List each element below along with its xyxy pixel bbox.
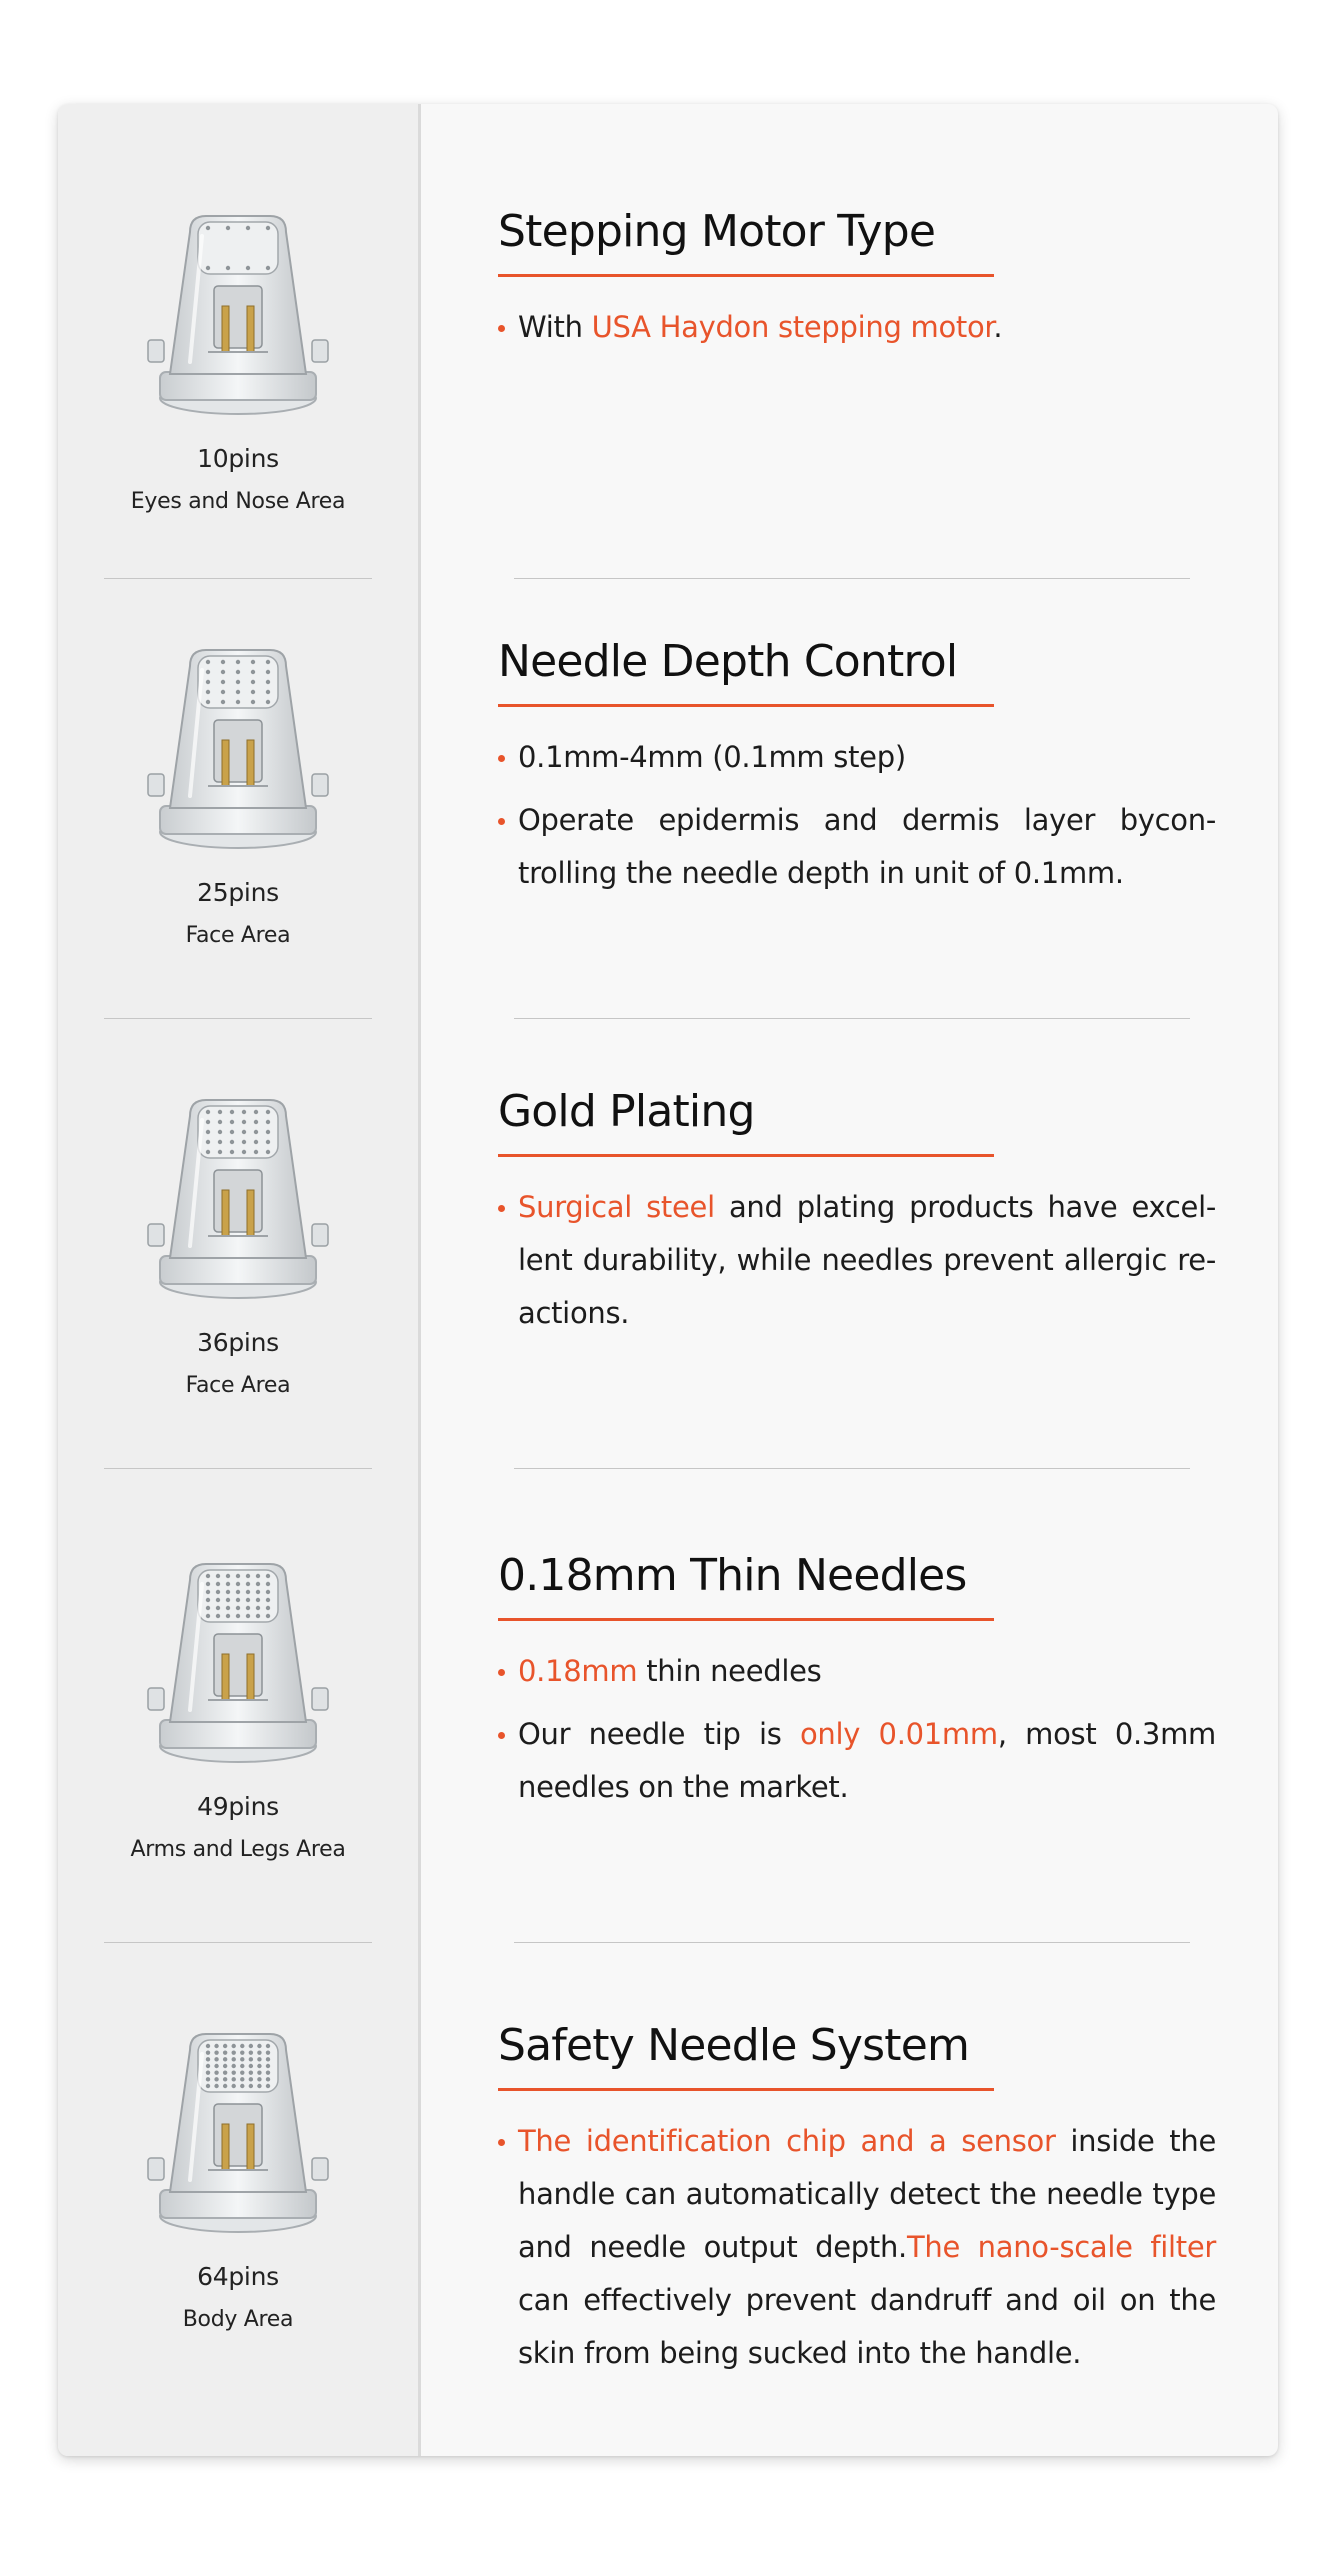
highlighted-text: Surgical steel [518,1190,715,1224]
divider [104,1018,372,1019]
feature-section [498,2018,1216,2390]
divider [104,1468,372,1469]
needle-cartridge-image [138,636,338,856]
cartridge-item [58,1086,418,1398]
feature-section [498,204,1216,364]
feature-title: Needle Depth Control [498,636,958,687]
bullet-text: With [518,310,592,344]
needle-cartridge-image [138,2020,338,2240]
feature-bullet [498,731,1216,784]
cartridge-pins-label: 25pins [197,878,279,907]
feature-bullet [498,1181,1216,1340]
divider [104,578,372,579]
feature-section [498,1084,1216,1350]
bullet-text: Operate epidermis and dermis layer bycon-trolling the needle depth in unit of 0.1mm. [518,803,1216,890]
title-underline [498,2088,994,2091]
highlighted-text: 0.18mm [518,1654,638,1688]
cartridge-item [58,1550,418,1862]
cartridge-pins-label: 10pins [197,444,279,473]
needle-cartridge-image [138,1550,338,1770]
feature-bullets [498,731,1216,900]
title-underline [498,1618,994,1621]
feature-bullet [498,794,1216,900]
feature-section [498,634,1216,910]
feature-bullets [498,1645,1216,1814]
divider [514,578,1190,579]
title-underline [498,704,994,707]
feature-title: Gold Plating [498,1086,755,1137]
feature-bullet [498,1708,1216,1814]
feature-bullets [498,2115,1216,2380]
feature-bullet [498,301,1216,354]
needle-cartridge-image [138,202,338,422]
cartridge-area-label: Face Area [185,1373,291,1398]
bullet-text: 0.1mm-4mm (0.1mm step) [518,740,906,774]
feature-title: Stepping Motor Type [498,206,936,257]
feature-bullet [498,2115,1216,2380]
highlighted-text: USA Haydon stepping motor [591,310,994,344]
highlighted-text: The nano-scale filter [906,2230,1217,2264]
product-feature-card [58,104,1278,2456]
divider [514,1468,1190,1469]
cartridge-item [58,202,418,514]
highlighted-text: only 0.01mm [799,1717,998,1751]
feature-section [498,1548,1216,1824]
bullet-text: , most 0.3mm needles on the market. [518,1717,1216,1804]
feature-title: Safety Needle System [498,2020,970,2071]
cartridge-area-label: Body Area [182,2307,294,2332]
bullet-text: inside the handle can automatically detect the needle type and needle output depth. [518,2124,1216,2264]
feature-bullets [498,1181,1216,1340]
bullet-text: . [993,310,1003,344]
divider [514,1942,1190,1943]
highlighted-text: The identification chip and a sensor [518,2124,1056,2158]
cartridge-item [58,636,418,948]
bullet-text: and plating products have excel-lent durability, while needles prevent allergic re-actions. [518,1190,1216,1330]
feature-bullet [498,1645,1216,1698]
feature-bullets [498,301,1216,354]
bullet-text: Our needle tip is [518,1717,800,1751]
cartridge-area-label: Eyes and Nose Area [130,489,346,514]
divider [514,1018,1190,1019]
title-underline [498,1154,994,1157]
feature-title: 0.18mm Thin Needles [498,1550,967,1601]
cartridge-pins-label: 36pins [197,1328,279,1357]
cartridge-area-label: Face Area [185,923,291,948]
divider [104,1942,372,1943]
cartridge-item [58,2020,418,2332]
bullet-text: can effectively prevent dandruff and oil on the skin from being sucked into the handle. [518,2283,1216,2370]
cartridge-pins-label: 64pins [197,2262,279,2291]
needle-cartridge-image [138,1086,338,1306]
cartridge-area-label: Arms and Legs Area [130,1837,346,1862]
bullet-text: thin needles [637,1654,822,1688]
title-underline [498,274,994,277]
cartridge-pins-label: 49pins [197,1792,279,1821]
